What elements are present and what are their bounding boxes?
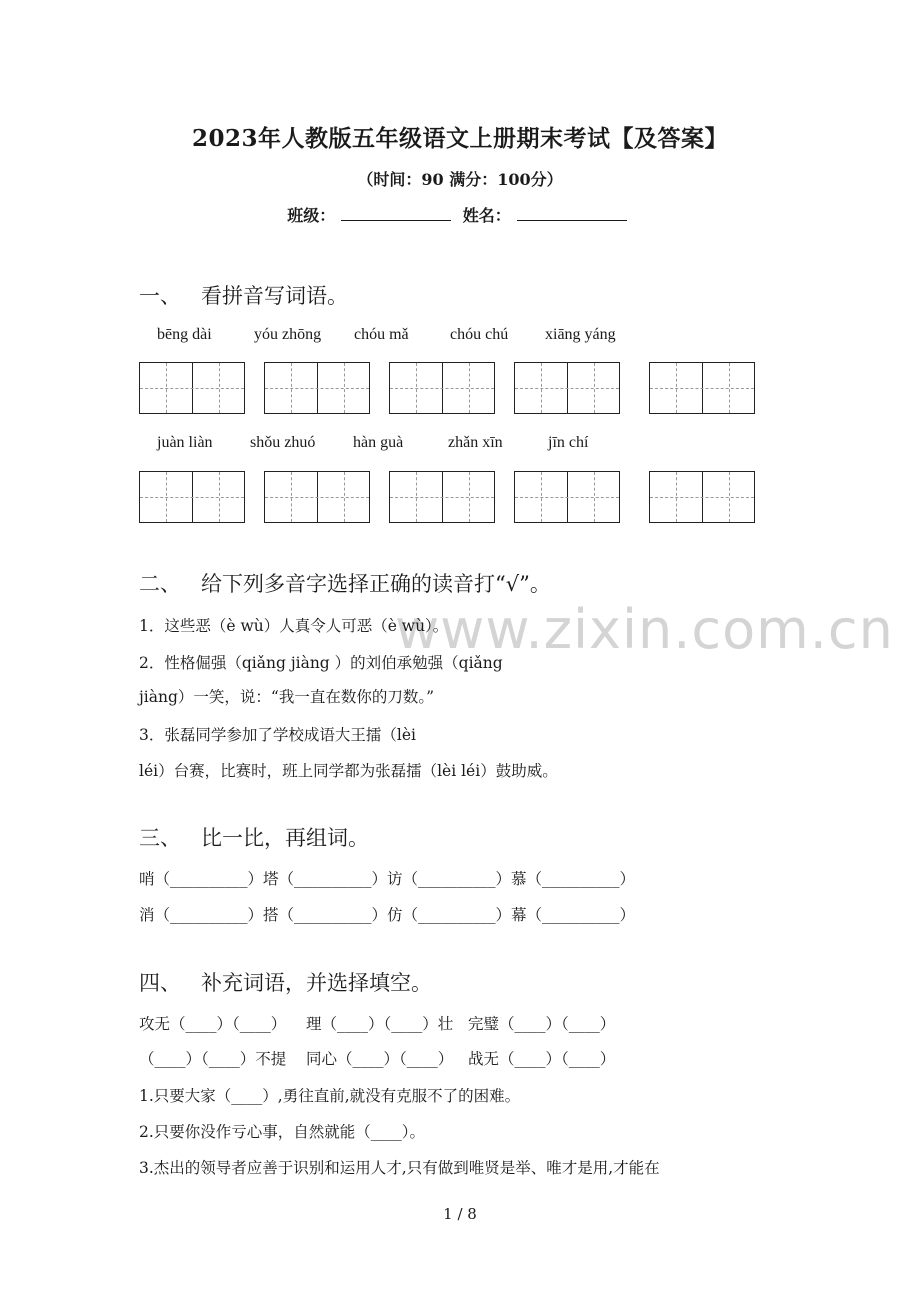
section-3-heading bbox=[139, 822, 369, 852]
question-line: 2.只要你没作亏心事，自然就能（____）。 bbox=[139, 1123, 426, 1141]
writing-box[interactable] bbox=[389, 362, 495, 414]
pinyin: chóu mǎ bbox=[354, 326, 409, 343]
page-title: 2023年人教版五年级语文上册期末考试【及答案】 bbox=[191, 125, 728, 152]
pinyin: xiāng yáng bbox=[545, 326, 616, 343]
writing-box[interactable] bbox=[264, 471, 370, 523]
section-3-number: 三、 bbox=[139, 826, 181, 850]
section-2-text: 给下列多音字选择正确的读音打“√”。 bbox=[201, 572, 551, 596]
page-number: 1 / 8 bbox=[443, 1205, 477, 1223]
writing-box[interactable] bbox=[139, 362, 245, 414]
question-line: 1．这些恶（è wù）人真令人可恶（è wù）。 bbox=[139, 617, 449, 635]
question-line: léi）台赛，比赛时，班上同学都为张磊擂（lèi léi）鼓助威。 bbox=[139, 762, 558, 780]
section-4-text: 补充词语，并选择填空。 bbox=[201, 971, 432, 995]
section-2-heading bbox=[139, 568, 551, 598]
section-1-text: 看拼音写词语。 bbox=[201, 284, 348, 308]
word-compare-line[interactable]: 消（__________）搭（__________）仿（__________）幕（__________） bbox=[139, 906, 636, 924]
pinyin: chóu chú bbox=[450, 326, 509, 343]
pinyin: hàn guà bbox=[353, 434, 404, 451]
section-3-text: 比一比，再组词。 bbox=[201, 826, 369, 850]
name-blank[interactable] bbox=[517, 206, 627, 221]
idiom-fill-line[interactable]: 攻无（____）（____） 理（____）（____）壮 完璧（____）（____） bbox=[139, 1015, 616, 1033]
idiom-fill-line[interactable]: （____）（____）不提 同心（____）（____） 战无（____）（____） bbox=[139, 1050, 616, 1068]
question-line: 1.只要大家（____）,勇往直前,就没有克服不了的困难。 bbox=[139, 1087, 521, 1105]
question-line: 2．性格倔强（qiǎng jiàng ）的刘伯承勉强（qiǎng bbox=[139, 654, 503, 672]
writing-box[interactable] bbox=[514, 471, 620, 523]
section-1-number: 一、 bbox=[139, 284, 181, 308]
question-line: 3．张磊同学参加了学校成语大王擂（lèi bbox=[139, 726, 416, 744]
question-line: 3.杰出的领导者应善于识别和运用人才,只有做到唯贤是举、唯才是用,才能在 bbox=[139, 1159, 660, 1177]
watermark: www.zixin.com.cn bbox=[395, 598, 894, 661]
pinyin: yóu zhōng bbox=[254, 326, 322, 343]
question-line: jiàng）一笑，说：“我一直在数你的刀数。” bbox=[139, 688, 435, 706]
pinyin: jīn chí bbox=[548, 434, 589, 451]
pinyin: juàn liàn bbox=[157, 434, 213, 451]
section-1-heading bbox=[139, 280, 348, 310]
exam-info: （时间：90 满分：100分） bbox=[357, 170, 563, 189]
section-4-heading bbox=[139, 967, 432, 997]
section-4-number: 四、 bbox=[139, 971, 181, 995]
writing-box[interactable] bbox=[514, 362, 620, 414]
writing-box[interactable] bbox=[139, 471, 245, 523]
writing-box[interactable] bbox=[264, 362, 370, 414]
student-info-row bbox=[0, 203, 920, 226]
word-compare-line[interactable]: 哨（__________）塔（__________）访（__________）慕（__________） bbox=[139, 870, 636, 888]
class-label: 班级： bbox=[287, 206, 336, 225]
pinyin: shǒu zhuó bbox=[250, 434, 316, 451]
writing-box[interactable] bbox=[389, 471, 495, 523]
writing-box[interactable] bbox=[649, 362, 755, 414]
name-label: 姓名： bbox=[462, 206, 511, 225]
section-2-number: 二、 bbox=[139, 572, 181, 596]
writing-box[interactable] bbox=[649, 471, 755, 523]
class-blank[interactable] bbox=[341, 206, 451, 221]
pinyin: zhǎn xīn bbox=[448, 434, 503, 451]
pinyin: bēng dài bbox=[157, 326, 212, 343]
